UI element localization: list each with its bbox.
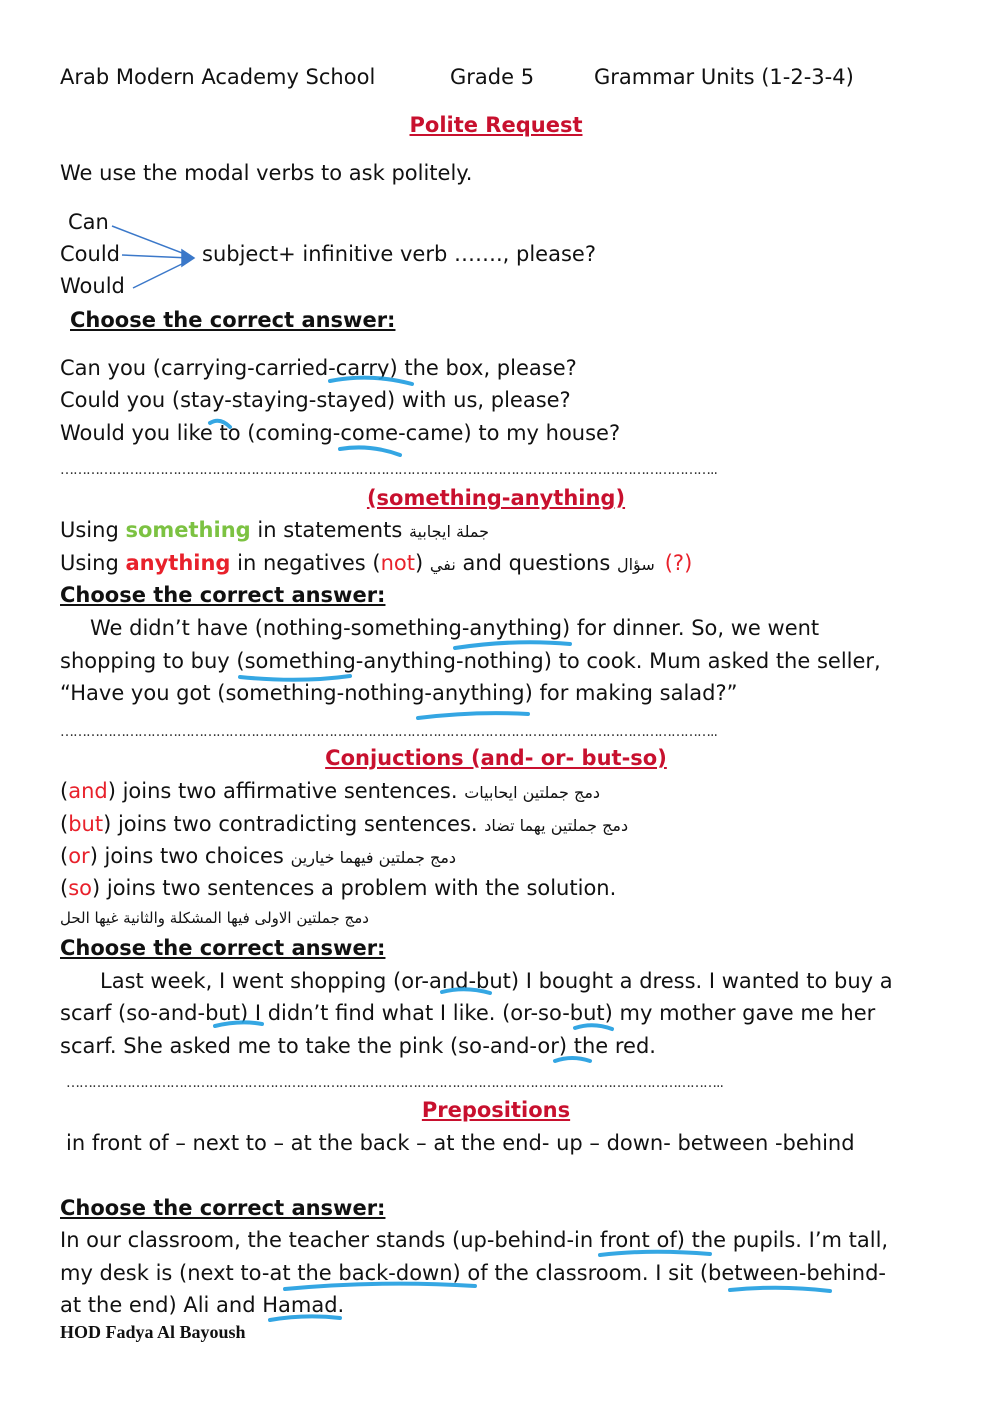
conjunctions-title: Conjuctions (and- or- but-so) [325, 746, 667, 770]
paren: ( [60, 876, 69, 900]
arrowhead [182, 250, 194, 266]
footer-signature: HOD Fadya Al Bayoush [60, 1322, 246, 1342]
rule-text: in statements [250, 518, 409, 542]
arrow-would [133, 260, 190, 288]
highlight-come [340, 447, 400, 455]
conj-passage-2: scarf (so-and-but) I didn’t find what I like. (or-so-but) my mother gave me her [60, 1001, 876, 1025]
arrow-could [122, 255, 190, 258]
conj-rule-but [60, 809, 628, 841]
highlight-anything-2 [418, 713, 528, 718]
something-passage-1: We didn’t have (nothing-something-anything) for dinner. So, we went [90, 616, 820, 640]
modal-could: Could [60, 242, 120, 266]
prepositions-list: in front of – next to – at the back – at the end- up – down- between -behind [66, 1131, 855, 1155]
modal-would: Would [60, 274, 125, 298]
conj-rule-or [60, 841, 456, 873]
conj-choose-heading: Choose the correct answer: [60, 936, 386, 960]
rule-text: Using [60, 551, 126, 575]
arabic-note: جملة ايجابية [408, 522, 489, 541]
conj-arabic-line: دمج جملتين الاولى فيها المشكلة والثانية غيها الحل [60, 909, 369, 927]
something-choose-heading: Choose the correct answer: [60, 583, 386, 607]
arabic-note: دمج جملتين فيهما خيارين [290, 848, 457, 867]
something-passage-3: “Have you got (something-nothing-anything) for making salad?” [60, 681, 738, 705]
arabic-note: دمج جملتين ايحابيات [464, 783, 601, 802]
polite-question-1: Can you (carrying-carried-carry) the box, please? [60, 356, 577, 380]
arrow-can [112, 226, 190, 256]
header-units: Grammar Units (1-2-3-4) [594, 65, 854, 89]
conj-passage-1: Last week, I went shopping (or-and-but) I bought a dress. I wanted to buy a [100, 969, 893, 993]
paren: ( [60, 779, 69, 803]
separator-1: …………………………………………………………………………………………………………………………………….. [60, 462, 717, 478]
anything-word: anything [125, 551, 231, 575]
prepositions-title: Prepositions [421, 1098, 571, 1122]
rule-text: ) joins two sentences a problem with the solution. [92, 876, 617, 900]
highlight-between [730, 1288, 830, 1291]
but-word: but [68, 812, 104, 836]
something-word: something [125, 518, 251, 542]
paren: ( [60, 812, 69, 836]
something-rule [60, 515, 489, 547]
rule-text: in negatives ( [230, 551, 381, 575]
polite-choose-heading: Choose the correct answer: [70, 308, 396, 332]
polite-request-title: Polite Request [409, 113, 583, 137]
separator-3: …………………………………………………………………………………………………………………………………….. [66, 1075, 723, 1091]
or-word: or [68, 844, 90, 868]
polite-question-3: Would you like to (coming-come-came) to my house? [60, 421, 621, 445]
rule-text: ) joins two choices [89, 844, 291, 868]
arabic-note: دمج جملتين يهما تضاد [484, 816, 629, 835]
rule-text: ) joins two contradicting sentences. [103, 812, 485, 836]
and-word: and [68, 779, 108, 803]
prep-passage-1: In our classroom, the teacher stands (up-behind-in front of) the pupils. I’m tall, [60, 1228, 889, 1252]
arabic-note: سؤال [616, 555, 655, 574]
something-anything-title: (something-anything) [366, 486, 626, 510]
arabic-note: نفي [429, 555, 456, 574]
conj-rule-and [60, 776, 600, 808]
not-word: not [380, 551, 416, 575]
rule-text: ) [415, 551, 430, 575]
header-school: Arab Modern Academy School [60, 65, 376, 89]
anything-rule [60, 548, 692, 580]
conj-rule-so [60, 873, 616, 903]
separator-2: …………………………………………………………………………………………………………………………………….. [60, 724, 717, 740]
so-word: so [68, 876, 92, 900]
prep-passage-3: at the end) Ali and Hamad. [60, 1293, 345, 1317]
paren: ( [60, 844, 69, 868]
prep-choose-heading: Choose the correct answer: [60, 1196, 386, 1220]
prep-passage-2: my desk is (next to-at the back-down) of the classroom. I sit (between-behind- [60, 1261, 887, 1285]
polite-intro: We use the modal verbs to ask politely. [60, 161, 473, 185]
polite-question-2: Could you (stay-staying-stayed) with us, please? [60, 388, 571, 412]
modal-pattern: subject+ infinitive verb ……., please? [202, 242, 596, 266]
question-mark: (?) [664, 551, 693, 575]
conj-passage-3: scarf. She asked me to take the pink (so-and-or) the red. [60, 1034, 656, 1058]
something-passage-2: shopping to buy (something-anything-nothing) to cook. Mum asked the seller, [60, 649, 881, 673]
modal-can: Can [68, 210, 109, 234]
rule-text: ) joins two affirmative sentences. [107, 779, 465, 803]
rule-text: Using [60, 518, 126, 542]
rule-text: and questions [455, 551, 617, 575]
header-grade: Grade 5 [450, 65, 535, 89]
